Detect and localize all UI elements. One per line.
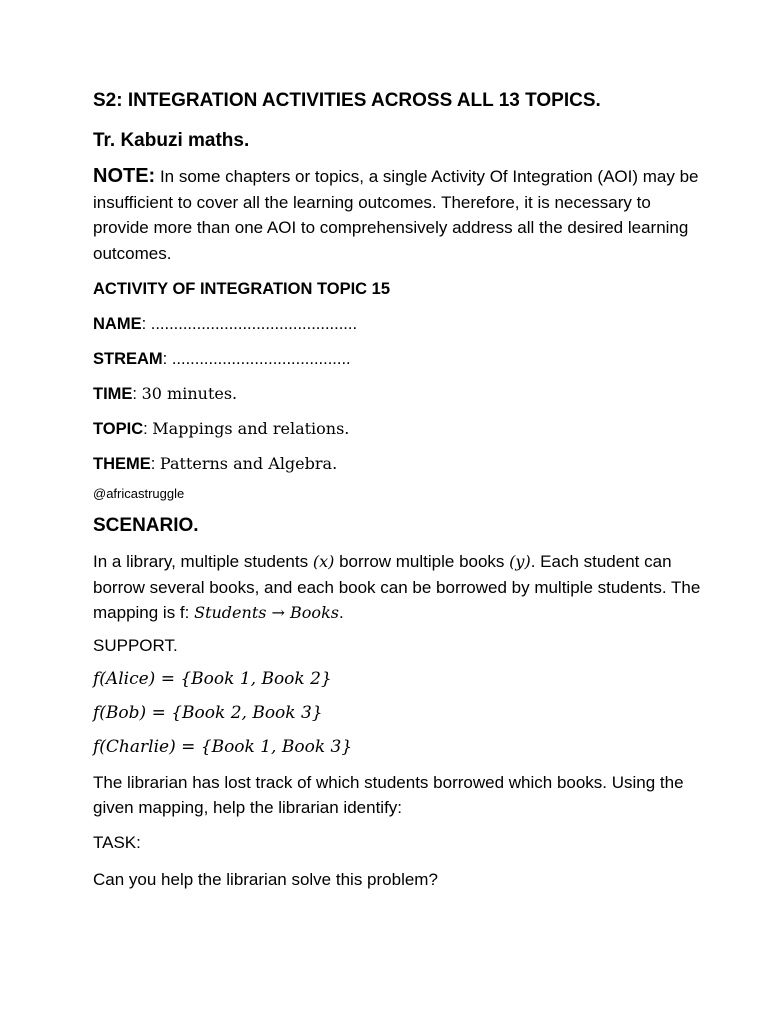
time-value: 30 minutes. [141, 384, 238, 403]
name-blank: : ............................................. [141, 315, 358, 333]
mapping-alice: f(Alice) = {Book 1, Book 2} [93, 668, 332, 689]
support-heading: SUPPORT. [93, 635, 178, 655]
social-handle: @africastruggle [93, 486, 185, 501]
task-question: Can you help the librarian solve this problem? [93, 869, 438, 889]
variable-x: (x) [312, 552, 335, 571]
note-label: NOTE: [93, 165, 156, 187]
name-label: NAME [93, 315, 142, 333]
scenario-heading: SCENARIO. [93, 515, 199, 536]
scenario-text-3: . Each student can borrow several books, and each book can be borrowed by multiple students. The mapping is f: [93, 552, 701, 622]
document-content [93, 88, 703, 892]
note-paragraph [93, 164, 703, 266]
librarian-paragraph: The librarian has lost track of which students borrowed which books. Using the given mapping, help the librarian identify: [93, 772, 684, 817]
mapping-bob: f(Bob) = {Book 2, Book 3} [93, 702, 323, 723]
time-field: TIME: 30 minutes. [93, 384, 238, 403]
time-label: TIME [93, 385, 133, 403]
aoi-heading: ACTIVITY OF INTEGRATION TOPIC 15 [93, 280, 391, 298]
stream-blank: : ....................................... [162, 350, 351, 368]
theme-field: THEME: Patterns and Algebra. [93, 454, 338, 473]
note-text: In some chapters or topics, a single Activity Of Integration (AOI) may be insufficient to cover all the learning outcomes. Therefore, it is necessary to provide more than one AOI to comprehensively address all the desired learning outcomes. [93, 167, 699, 263]
topic-label: TOPIC [93, 420, 144, 438]
mapping-expression: Students → Books [194, 603, 339, 622]
variable-y: (y) [509, 552, 531, 571]
theme-label: THEME [93, 455, 151, 473]
task-heading: TASK: [93, 832, 141, 852]
topic-value: Mappings and relations. [152, 419, 350, 438]
scenario-text-1: In a library, multiple students [93, 552, 313, 571]
name-field [93, 313, 703, 335]
author-line: Tr. Kabuzi maths. [93, 130, 250, 151]
scenario-paragraph [93, 549, 703, 626]
scenario-text-4: . [338, 603, 344, 622]
scenario-text-2: borrow multiple books [334, 552, 510, 571]
theme-value: Patterns and Algebra. [159, 454, 338, 473]
stream-field [93, 348, 703, 370]
stream-label: STREAM [93, 350, 163, 368]
document-title: S2: INTEGRATION ACTIVITIES ACROSS ALL 13 TOPICS. [93, 90, 601, 111]
mapping-charlie: f(Charlie) = {Book 1, Book 3} [93, 736, 353, 757]
topic-field: TOPIC: Mappings and relations. [93, 419, 350, 438]
